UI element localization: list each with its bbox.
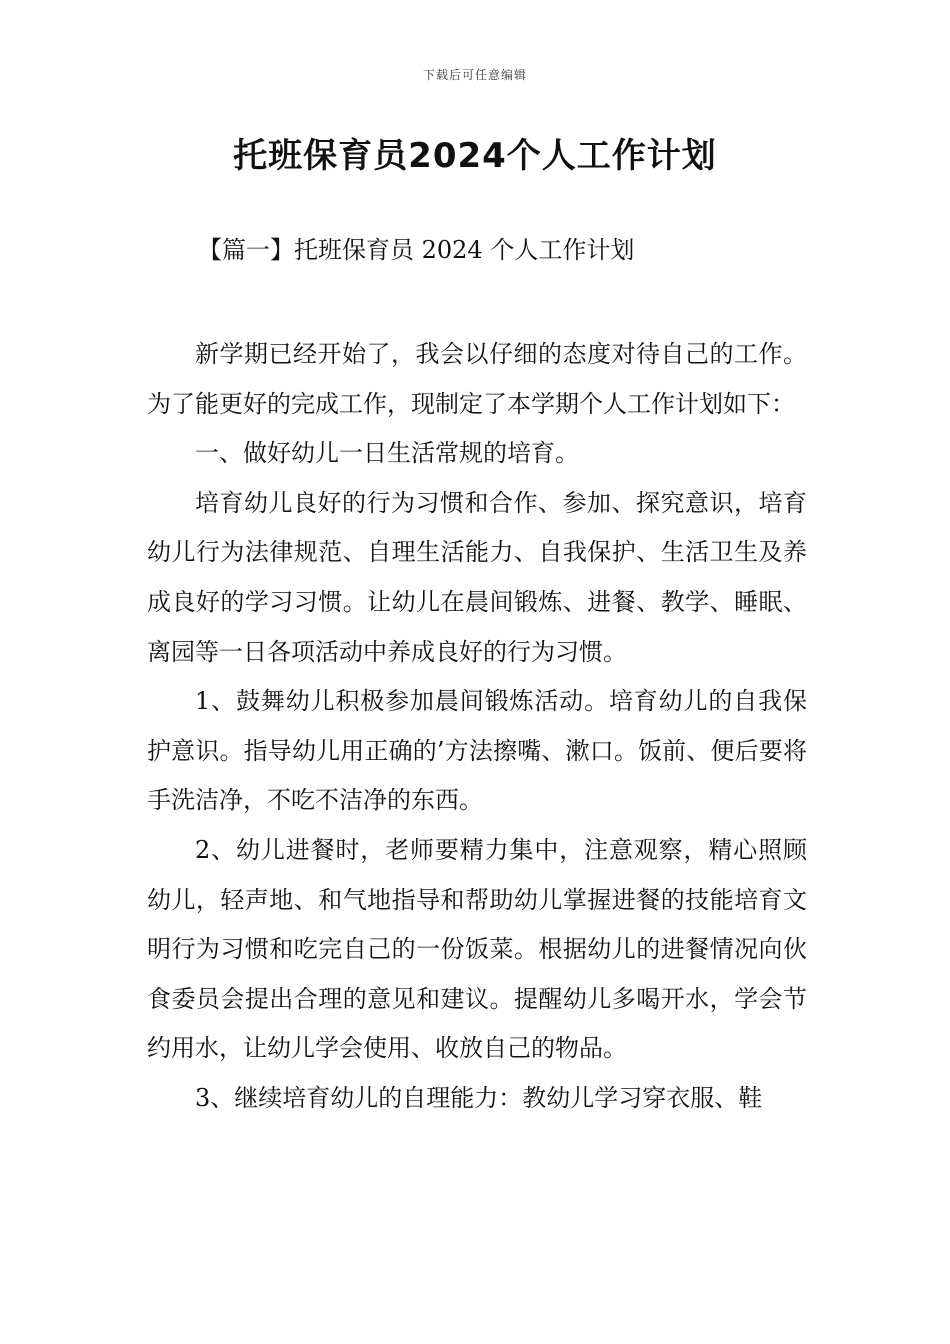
document-body <box>147 330 807 1124</box>
header-note: 下载后可任意编辑 <box>422 68 527 82</box>
document-title: 托班保育员2024个人工作计划 <box>233 136 717 176</box>
paragraph-intro: 新学期已经开始了，我会以仔细的态度对待自己的工作。为了能更好的完成工作，现制定了本学期个人工作计划如下： <box>147 340 807 418</box>
paragraph-item-3: 3、继续培育幼儿的自理能力：教幼儿学习穿衣服、鞋 <box>195 1083 763 1112</box>
paragraph-heading-one: 一、做好幼儿一日生活常规的培育。 <box>195 439 579 468</box>
paragraph-habits: 培育幼儿良好的行为习惯和合作、参加、探究意识，培育幼儿行为法律规范、自理生活能力、自我保护、生活卫生及养成良好的学习习惯。让幼儿在晨间锻炼、进餐、教学、睡眠、离园等一日各项活动中养成良好的行为习惯。 <box>147 488 807 666</box>
paragraph-item-1: 1、鼓舞幼儿积极参加晨间锻炼活动。培育幼儿的自我保护意识。指导幼儿用正确的’方法擦嘴、漱口。饭前、便后要将手洗洁净，不吃不洁净的东西。 <box>147 687 807 815</box>
paragraph-item-2: 2、幼儿进餐时，老师要精力集中，注意观察，精心照顾幼儿，轻声地、和气地指导和帮助幼儿掌握进餐的技能培育文明行为习惯和吃完自己的一份饭菜。根据幼儿的进餐情况向伙食委员会提出合理的意见和建议。提醒幼儿多喝开水，学会节约用水，让幼儿学会使用、收放自己的物品。 <box>147 835 807 1063</box>
section-heading: 【篇一】托班保育员 2024 个人工作计划 <box>198 236 635 264</box>
